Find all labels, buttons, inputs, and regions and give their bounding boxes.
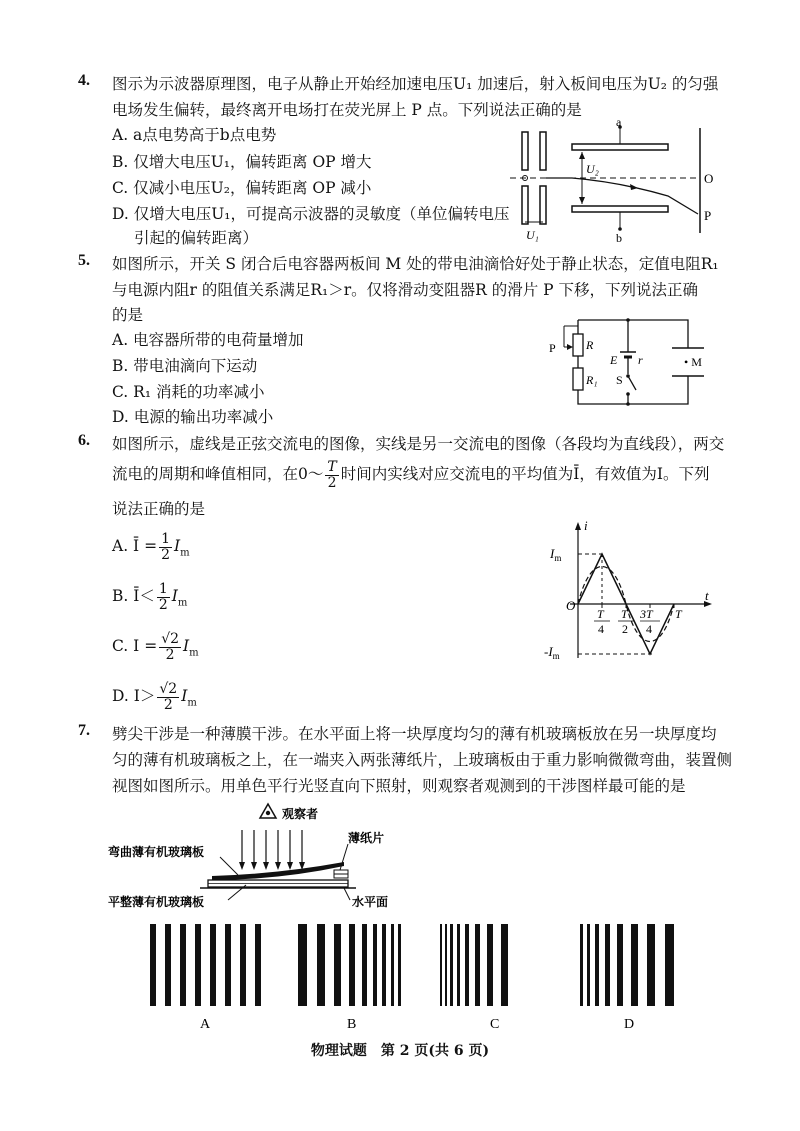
q4-option-d-line1: D. 仅增大电压U₁，可提高示波器的灵敏度（单位偏转电压: [112, 205, 510, 223]
q4-label-u1: U₁: [526, 228, 539, 242]
q7-fringe-options: [140, 920, 710, 1035]
q5-label-p: P: [549, 341, 556, 355]
fringe-bar: [617, 924, 623, 1006]
q5-option-a: A. 电容器所带的电荷量增加: [112, 331, 304, 349]
q6-stem-line2: 流电的周期和峰值相同，在0～ $\frac{T}{2}$ 时间内实线对应交流电的平均值为Ī，有效值为I。下列: [112, 459, 710, 491]
q7-label-flat-plate: 平整薄有机玻璃板: [108, 895, 205, 909]
q4-oscilloscope-diagram: [510, 118, 740, 243]
q5-option-c: C. R₁ 消耗的功率减小: [112, 383, 265, 401]
q4-option-b: B. 仅增大电压U₁，偏转距离 OP 增大: [112, 153, 372, 171]
fringe-bar: [240, 924, 246, 1006]
q7-wedge-setup-diagram: [108, 800, 448, 912]
q5-label-r: R: [586, 338, 594, 352]
q4-stem-line2: 电场发生偏转，最终离开电场打在荧光屏上 P 点。下列说法正确的是: [112, 101, 582, 119]
q6-option-c: C. I = $\frac{√2}{2}$ $I_m$: [112, 631, 199, 663]
fringe-bar: [445, 924, 447, 1006]
fringe-bar: [398, 924, 401, 1006]
q5-label-r-internal: r: [638, 353, 643, 367]
fringe-bar: [362, 924, 367, 1006]
fringe-bar: [382, 924, 386, 1006]
q6-option-a: A. Ī = $\frac{1}{2}$ $I_m$: [112, 531, 190, 563]
q6-tick-3t4-num: 3T: [640, 607, 653, 621]
q7-number: 7.: [78, 722, 90, 739]
page-footer: 物理试题 第 2 页(共 6 页): [310, 1043, 490, 1059]
fringe-bar: [487, 924, 493, 1006]
fringe-bar: [195, 924, 201, 1006]
q7-option-b-pattern[interactable]: [298, 924, 401, 1006]
fringe-bar: [255, 924, 261, 1006]
q6-tick-t4-den: 4: [598, 622, 604, 636]
q5-number: 5.: [78, 252, 90, 269]
q6-tick-t4-num: T: [597, 607, 604, 621]
fringe-bar: [298, 924, 307, 1006]
q7-stem-line2: 匀的薄有机玻璃板之上，在一端夹入两张薄纸片，上玻璃板由于重力影响微微弯曲，装置侧: [112, 751, 733, 769]
fringe-bar: [587, 924, 590, 1006]
q6-axis-t: t: [705, 588, 709, 603]
q4-option-d-line2: 引起的偏转距离）: [134, 229, 259, 247]
fringe-bar: [465, 924, 469, 1006]
q5-stem-line2: 与电源内阻r 的阻值关系满足R₁＞r。仅将滑动变阻器R 的滑片 P 下移，下列说法正确: [112, 281, 699, 299]
q7-option-d-pattern[interactable]: [580, 924, 674, 1006]
q6-ac-graph: [540, 518, 720, 668]
fringe-bar: [647, 924, 655, 1006]
q5-circuit-diagram: [546, 312, 716, 412]
q5-label-s: S: [616, 373, 623, 387]
q6-tick-t2-den: 2: [622, 622, 628, 636]
q7-label-horizontal: 水平面: [352, 895, 389, 909]
q6-tick-t2-num: T: [621, 607, 628, 621]
q7-stem-line1: 劈尖干涉是一种薄膜干涉。在水平面上将一块厚度均匀的薄有机玻璃板放在另一块厚度均: [112, 725, 717, 743]
q7-option-a-label: A: [200, 1017, 211, 1032]
q5-label-r1: R₁: [586, 373, 598, 387]
fringe-bar: [457, 924, 460, 1006]
fringe-bar: [373, 924, 377, 1006]
q6-label-neg-im: $-I_m$: [544, 644, 560, 661]
fringe-bar: [580, 924, 583, 1006]
fringe-bar: [595, 924, 599, 1006]
q6-stem-line3: 说法正确的是: [112, 500, 206, 518]
q6-option-b: B. Ī＜ $\frac{1}{2}$ $I_m$: [112, 581, 188, 613]
q5-stem-line3: 的是: [112, 306, 144, 324]
q5-label-m: • M: [684, 355, 702, 369]
fringe-bar: [450, 924, 453, 1006]
fringe-bar: [631, 924, 638, 1006]
q4-option-c: C. 仅减小电压U₂，偏转距离 OP 减小: [112, 179, 372, 197]
fringe-bar: [210, 924, 216, 1006]
q4-number: 4.: [78, 72, 90, 89]
fringe-bar: [317, 924, 325, 1006]
q6-option-d: D. I＞ $\frac{√2}{2}$ $I_m$: [112, 681, 197, 713]
q6-tick-3t4-den: 4: [646, 622, 652, 636]
fringe-bar: [165, 924, 171, 1006]
q7-label-observer: 观察者: [282, 807, 319, 821]
fringe-bar: [180, 924, 186, 1006]
q6-axis-i: i: [584, 518, 588, 533]
q4-label-u2: U₂: [586, 162, 599, 176]
q6-stem-line1: 如图所示，虚线是正弦交流电的图像，实线是另一交流电的图像（各段均为直线段），两交: [112, 435, 725, 453]
fringe-bar: [605, 924, 610, 1006]
fringe-bar: [665, 924, 674, 1006]
q4-label-a: a: [616, 118, 622, 129]
q5-stem-line1: 如图所示，开关 S 闭合后电容器两板间 M 处的带电油滴恰好处于静止状态，定值电阻R₁: [112, 255, 719, 273]
q7-option-a-pattern[interactable]: [150, 924, 261, 1006]
q4-label-o: O: [704, 171, 714, 186]
fringe-bar: [150, 924, 156, 1006]
q7-option-d-label: D: [624, 1017, 635, 1032]
q5-option-b: B. 带电油滴向下运动: [112, 357, 258, 375]
q5-label-e: E: [610, 353, 618, 367]
q4-label-b: b: [616, 231, 622, 243]
fringe-bar: [440, 924, 442, 1006]
q4-label-p: P: [704, 208, 712, 223]
fringe-bar: [391, 924, 394, 1006]
q7-option-b-label: B: [347, 1017, 357, 1032]
fringe-bar: [225, 924, 231, 1006]
q7-option-c-label: C: [490, 1017, 500, 1032]
q7-label-paper: 薄纸片: [348, 831, 385, 845]
fringe-bar: [334, 924, 341, 1006]
q5-option-d: D. 电源的输出功率减小: [112, 408, 274, 426]
q7-option-c-pattern[interactable]: [440, 924, 508, 1006]
q7-stem-line3: 视图如图所示。用单色平行光竖直向下照射，则观察者观测到的干涉图样最可能的是: [112, 777, 686, 795]
q6-origin: O: [566, 598, 576, 613]
observer-eye-icon: [260, 804, 276, 818]
q6-label-im: $I_m$: [550, 546, 562, 563]
q6-number: 6.: [78, 432, 90, 449]
fringe-bar: [349, 924, 355, 1006]
q6-tick-t: T: [675, 607, 682, 621]
fringe-bar: [475, 924, 480, 1006]
q4-stem-line1: 图示为示波器原理图，电子从静止开始经加速电压U₁ 加速后，射入板间电压为U₂ 的匀强: [112, 75, 719, 93]
q4-option-a: A. a点电势高于b点电势: [112, 126, 277, 144]
q7-label-curved-plate: 弯曲薄有机玻璃板: [108, 845, 205, 859]
fringe-bar: [501, 924, 508, 1006]
